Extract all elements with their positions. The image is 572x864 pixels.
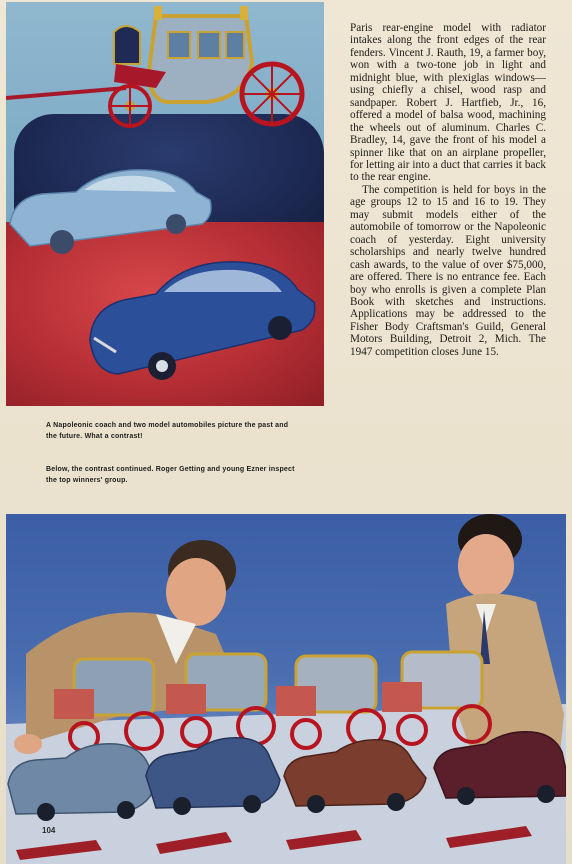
caption-top: A Napoleonic coach and two model automobiles picture the past and the future. What a contrast!	[46, 422, 289, 440]
photo-coach-and-cars	[6, 2, 324, 406]
page-number: 104	[42, 826, 56, 835]
photo-boys-with-models	[6, 514, 566, 864]
model-car-dark-blue	[90, 262, 315, 380]
body-text-column	[350, 22, 546, 358]
caption-bottom: Below, the contrast continued. Roger Getting and young Ezner inspect the top winners' group.	[46, 466, 295, 484]
body-paragraph-1: Paris rear-engine model with radiator intakes along the front edges of the rear fenders. Vincent J. Rauth, 19, a farmer boy, won with a two-tone job in light and midnight blue, with plexiglas windows—using chiefly a chisel, wood rasp and sandpaper. Robert J. Hartfieb, Jr., 16, offered a model of balsa wood, machining the wheels out of aluminum. Charles C. Bradley, 14, gave the front of his model a spinner like that on an airplane propeller, for letting air into a duct that carries it back to the rear engine.	[350, 22, 546, 184]
body-paragraph-2: The competition is held for boys in the age groups 12 to 15 and 16 to 19. They may submit models either of the automobile of tomorrow or the Napoleonic coach of yesterday. Eight university scholarships and nearly twelve hundred cash awards, to the value of over $75,000, are offered. There is no entrance fee. Each boy who enrolls is given a complete Plan Book with sketches and instructions. Applications may be addressed to the Fisher Body Craftsman's Guild, General Motors Building, Detroit 2, Mich. The 1947 competition closes June 15.	[350, 183, 546, 358]
napoleonic-coach	[6, 6, 302, 126]
photo-bottom-illustration	[6, 514, 566, 864]
photo-top-illustration	[6, 2, 324, 406]
captions-block	[46, 420, 296, 508]
model-car-light-blue	[10, 170, 211, 254]
